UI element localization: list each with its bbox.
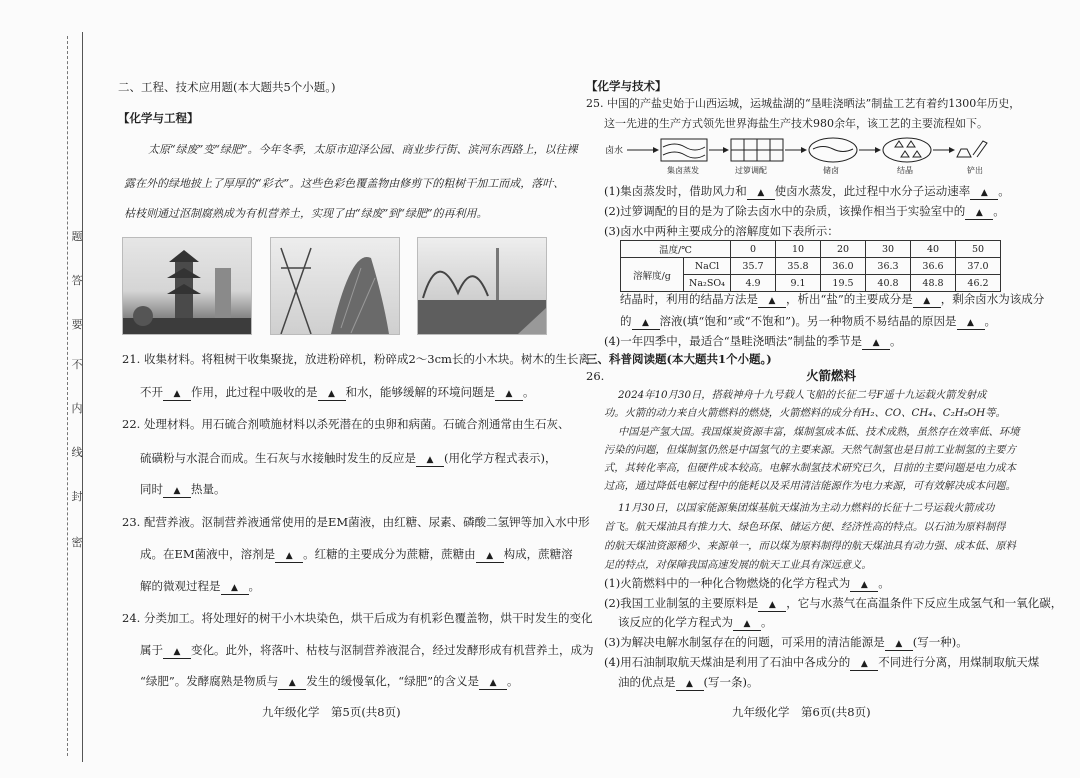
page-footer-right: 九年级化学 第6页(共8页) — [732, 705, 871, 719]
article-line: 的航天煤油资源稀少、来源单一，而以煤为原料制得的航天煤油具有动力强、成本低、原料 — [604, 540, 1016, 552]
q23-line1: 23. 配营养液。沤制营养液通常使用的是EM菌液，由红糖、尿素、磷酸二氢钾等加入水中形 — [122, 515, 590, 529]
table-cell: 9.1 — [776, 275, 821, 292]
q23-line3: 解的微观过程是 ▲ 。 — [140, 579, 260, 593]
q25-2: (2)过箩调配的目的是为了除去卤水中的杂质，该操作相当于实验室中的 ▲ 。 — [604, 204, 1005, 218]
q23-line2: 成。在EM菌液中，溶剂是 ▲ 。红糖的主要成分为蔗糖，蔗糖由 ▲ 构成，蔗糖溶 — [140, 547, 573, 561]
article-line: 11月30日，以国家能源集团煤基航天煤油为主动力燃料的长征十二号运载火箭成功 — [618, 502, 995, 514]
answer-blank[interactable]: ▲ — [163, 647, 191, 659]
article-line: 足的特点，对保障我国高速发展的航天工业具有深远意义。 — [604, 559, 872, 571]
table-cell: NaCl — [684, 258, 731, 275]
topic-heading: 【化学与工程】 — [118, 111, 199, 125]
answer-blank[interactable]: ▲ — [850, 659, 878, 671]
answer-blank[interactable]: ▲ — [913, 296, 941, 308]
q25-line2: 这一先进的生产方式领先世界海盐生产技术980余年，该工艺的主要流程如下。 — [604, 117, 988, 130]
answer-blank[interactable]: ▲ — [965, 208, 993, 220]
q21-line2: 不开 ▲ 作用，此过程中吸收的是 ▲ 和水，能够缓解的环境问题是 ▲ 。 — [140, 385, 535, 399]
section3-title: 三、科普阅读题(本大题共1个小题。) — [586, 352, 772, 366]
article-line: 过高，通过降低电解过程中的能耗以及采用清洁能源作为电力来源，可有效解决成本问题。 — [604, 480, 1016, 492]
article-line: 2024年10月30日，搭载神舟十九号载人飞船的长征二号F遥十九运载火箭发射成 — [618, 389, 987, 401]
table-cell: 35.7 — [731, 258, 776, 275]
table-cell: 50 — [956, 241, 1001, 258]
photo-pagoda-park — [122, 237, 252, 335]
q25-3b-line1: 结晶时，利用的结晶方法是 ▲ ，析出“盐”的主要成分是 ▲ ，剩余卤水为该成分 — [620, 292, 1045, 306]
q24-line1: 24. 分类加工。将处理好的树干小木块染色，烘干后成为有机彩色覆盖物，烘干时发生的变化 — [122, 611, 593, 625]
table-cell: 35.8 — [776, 258, 821, 275]
q25-line1: 25. 中国的产盐史始于山西运城，运城盐湖的“垦畦浇晒法”制盐工艺有着约1300年历史， — [586, 97, 1021, 110]
answer-blank[interactable]: ▲ — [850, 580, 878, 592]
article-line: 式，其转化率高，但硬件成本较高。电解水制氢技术研究已久，目前的主要问题是电力成本 — [604, 462, 1016, 474]
answer-blank[interactable]: ▲ — [632, 318, 660, 330]
answer-blank[interactable]: ▲ — [163, 389, 191, 401]
intro-line: 太原“绿废”变“绿肥”。今年冬季，太原市迎泽公园、商业步行街、滨河东西路上，以往裸 — [148, 143, 578, 156]
seal-char: 内 — [71, 402, 83, 415]
table-cell: 40 — [911, 241, 956, 258]
table-cell: 37.0 — [956, 258, 1001, 275]
q22-line3: 同时 ▲ 热量。 — [140, 482, 226, 496]
answer-blank[interactable]: ▲ — [758, 296, 786, 308]
article-title: 火箭燃料 — [806, 368, 857, 383]
table-cell: 0 — [731, 241, 776, 258]
table-cell: 40.8 — [866, 275, 911, 292]
seal-char: 封 — [71, 490, 83, 503]
answer-blank[interactable]: ▲ — [970, 188, 998, 200]
flow-step-label: 过箩调配 — [735, 166, 767, 175]
answer-blank[interactable]: ▲ — [163, 486, 191, 498]
flow-step-label: 结晶 — [897, 166, 913, 175]
answer-blank[interactable]: ▲ — [221, 583, 249, 595]
table-cell: 46.2 — [956, 275, 1001, 292]
q26-4-line1: (4)用石油制取航天煤油是利用了石油中各成分的 ▲ 不同进行分离，用煤制取航天煤 — [604, 655, 1040, 669]
table-cell: 36.6 — [911, 258, 956, 275]
section-title: 二、工程、技术应用题(本大题共5个小题。) — [118, 80, 336, 94]
answer-blank[interactable]: ▲ — [275, 551, 303, 563]
article-line: 首飞。航天煤油具有推力大、绿色环保、储运方便、经济性高的特点。以石油为原料制得 — [604, 521, 1006, 533]
q25-4: (4)一年四季中，最适合“垦畦浇晒法”制盐的季节是 ▲ 。 — [604, 334, 902, 348]
q26-1: (1)火箭燃料中的一种化合物燃烧的化学方程式为 ▲ 。 — [604, 576, 890, 590]
answer-blank[interactable]: ▲ — [318, 389, 346, 401]
answer-blank[interactable]: ▲ — [476, 551, 504, 563]
photo-wrapped-tower — [270, 237, 400, 335]
answer-blank[interactable]: ▲ — [479, 678, 507, 690]
margin-rule — [82, 32, 83, 762]
table-cell: 30 — [866, 241, 911, 258]
table-cell: 36.0 — [821, 258, 866, 275]
q26-2-line2: 该反应的化学方程式为 ▲ 。 — [618, 615, 773, 629]
q26-2-line1: (2)我国工业制氢的主要原料是 ▲ ，它与水蒸气在高温条件下反应生成氢气和一氧化碳， — [604, 596, 1063, 610]
table-cell: 19.5 — [821, 275, 866, 292]
answer-blank[interactable]: ▲ — [885, 639, 913, 651]
q22-line2: 硫磺粉与水混合而成。生石灰与水接触时发生的反应是 ▲ (用化学方程式表示)， — [140, 451, 557, 465]
solubility-table — [620, 240, 1001, 292]
seal-char: 题 — [71, 230, 83, 243]
page-footer-left: 九年级化学 第5页(共8页) — [262, 705, 401, 719]
article-line: 功。火箭的动力来自火箭燃料的燃烧，火箭燃料的成分有H₂、CO、CH₄、C₂H₅OH等。 — [604, 407, 1006, 419]
photo-covered-ground — [417, 237, 547, 335]
q26-3: (3)为解决电解水制氢存在的问题，可采用的清洁能源是 ▲ (写一种)。 — [604, 635, 968, 649]
flow-step-label: 储卤 — [823, 166, 839, 175]
table-cell: 36.3 — [866, 258, 911, 275]
seal-char: 线 — [71, 446, 83, 459]
q25-3: (3)卤水中两种主要成分的溶解度如下表所示： — [604, 224, 839, 238]
answer-blank[interactable]: ▲ — [416, 455, 444, 467]
table-cell: 20 — [821, 241, 866, 258]
table-cell: 48.8 — [911, 275, 956, 292]
seal-char: 答 — [71, 274, 83, 287]
salt-process-flow — [605, 135, 1005, 177]
flow-step-label: 集卤蒸发 — [667, 166, 699, 175]
flow-step-label: 铲出 — [967, 166, 983, 175]
table-cell: Na₂SO₄ — [684, 275, 731, 292]
answer-blank[interactable]: ▲ — [747, 188, 775, 200]
table-row-header: 溶解度/g — [621, 258, 684, 292]
answer-blank[interactable]: ▲ — [495, 389, 523, 401]
answer-blank[interactable]: ▲ — [862, 338, 890, 350]
seal-char: 密 — [71, 536, 83, 549]
seal-char: 不 — [71, 358, 83, 371]
q25-1: (1)集卤蒸发时，借助风力和 ▲ 使卤水蒸发，此过程中水分子运动速率 ▲ 。 — [604, 184, 1010, 198]
article-line: 污染的问题，但煤制氢仍然是中国氢气的主要来源。天然气制氢也是目前工业制氢的主要方 — [604, 444, 1016, 456]
table-cell: 4.9 — [731, 275, 776, 292]
binding-dashed-line — [67, 36, 68, 756]
answer-blank[interactable]: ▲ — [957, 318, 985, 330]
table-cell: 10 — [776, 241, 821, 258]
q25-3b-line2: 的 ▲ 溶液(填“饱和”或“不饱和”)。另一种物质不易结晶的原因是 ▲ 。 — [620, 314, 996, 328]
answer-blank[interactable]: ▲ — [676, 679, 704, 691]
q26-4-line2: 油的优点是 ▲ (写一条)。 — [618, 675, 759, 689]
q26-number: 26. — [586, 369, 605, 383]
q21-line1: 21. 收集材料。将粗树干收集聚拢，放进粉碎机，粉碎成2～3cm长的小木块。树木的生长离 — [122, 352, 590, 366]
table-header: 温度/℃ — [621, 241, 731, 258]
article-line: 中国是产氢大国。我国煤炭资源丰富，煤制氢成本低、技术成熟，虽然存在效率低、环境 — [618, 426, 1020, 438]
answer-blank[interactable]: ▲ — [733, 619, 761, 631]
q24-line2: 属于 ▲ 变化。此外，将落叶、枯枝与沤制营养液混合，经过发酵形成有机营养土，成为 — [140, 643, 594, 657]
flow-start-label: 卤水 — [605, 146, 624, 156]
seal-char: 要 — [71, 318, 83, 331]
q22-line1: 22. 处理材料。用石硫合剂喷施材料以杀死潜在的虫卵和病菌。石硫合剂通常由生石灰、 — [122, 417, 570, 431]
intro-line: 露在外的绿地披上了厚厚的“彩衣”。这些色彩色覆盖物由修剪下的粗树干加工而成，落叶、 — [124, 177, 565, 190]
answer-blank[interactable]: ▲ — [278, 678, 306, 690]
answer-blank[interactable]: ▲ — [758, 600, 786, 612]
topic-heading-right: 【化学与技术】 — [586, 79, 667, 93]
intro-line: 枯枝则通过沤制腐熟成为有机营养土，实现了由“绿废”到“绿肥”的再利用。 — [124, 207, 488, 220]
q24-line3: “绿肥”。发酵腐熟是物质与 ▲ 发生的缓慢氧化，“绿肥”的含义是 ▲ 。 — [140, 674, 519, 688]
